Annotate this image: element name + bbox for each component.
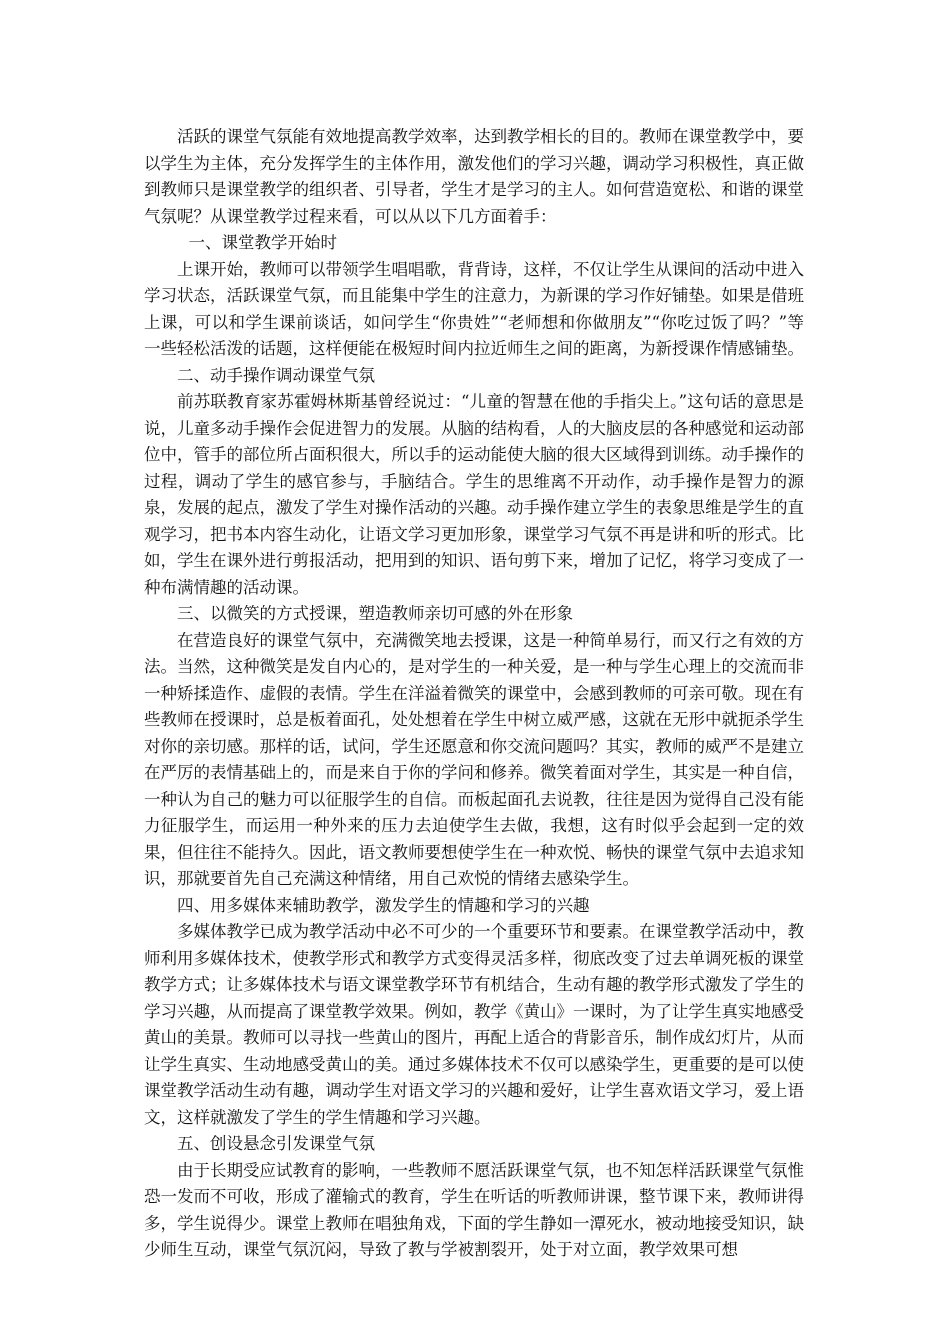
- intro-paragraph: 活跃的课堂气氛能有效地提高教学效率，达到教学相长的目的。教师在课堂教学中，要以学生为主体，充分发挥学生的主体作用，激发他们的学习兴趣，调动学习积极性，真正做到教师只是课堂教学的组织者、引导者，学生才是学习的主人。如何营造宽松、和谐的课堂气氛呢？从课堂教学过程来看，可以从以下几方面着手：: [144, 127, 804, 226]
- section-1-body: 上课开始，教师可以带领学生唱唱歌，背背诗，这样，不仅让学生从课间的活动中进入学习状态，活跃课堂气氛，而且能集中学生的注意力，为新课的学习作好铺垫。如果是借班上课，可以和学生课前谈话，如问学生“你贵姓”“老师想和你做朋友”“你吃过饭了吗？”等一些轻松活泼的话题，这样便能在极短时间内拉近师生之间的距离，为新授课作情感铺垫。: [144, 259, 804, 358]
- document-page: [144, 124, 804, 1264]
- section-5-heading: 五、创设悬念引发课堂气氛: [177, 1134, 375, 1153]
- section-2-heading: 二、动手操作调动课堂气氛: [177, 365, 375, 385]
- section-1-heading: 一、课堂教学开始时: [188, 233, 338, 252]
- section-5-body: 由于长期受应试教育的影响，一些教师不愿活跃课堂气氛，也不知怎样活跃课堂气氛惟恐一发而不可收，形成了灌输式的教育，学生在听话的听教师讲课，整节课下来，教师讲得多，学生说得少。课堂上教师在唱独角戏，下面的学生静如一潭死水，被动地接受知识，缺少师生互动，课堂气氛沉闷，导致了教与学被割裂开，处于对立面，教学效果可想: [144, 1160, 804, 1259]
- section-3-heading: 三、以微笑的方式授课，塑造教师亲切可感的外在形象: [177, 604, 573, 623]
- section-4-heading: 四、用多媒体来辅助教学，激发学生的情趣和学习的兴趣: [177, 895, 590, 915]
- section-4-body: 多媒体教学已成为教学活动中必不可少的一个重要环节和要素。在课堂教学活动中，教师利用多媒体技术，使教学形式和教学方式变得灵活多样，彻底改变了过去单调死板的课堂教学方式；让多媒体技术与语文课堂教学环节有机结合，生动有趣的教学形式激发了学生的学习兴趣，从而提高了课堂教学效果。例如，教学《黄山》一课时，为了让学生真实地感受黄山的美景。教师可以寻找一些黄山的图片，再配上适合的背影音乐，制作成幻灯片，从而让学生真实、生动地感受黄山的美。通过多媒体技术不仅可以感染学生，更重要的是可以使课堂教学活动生动有趣，调动学生对语文学习的兴趣和爱好，让学生喜欢语文学习，爱上语文，这样就激发了学生的学生情趣和学习兴趣。: [144, 922, 804, 1127]
- section-3-body: 在营造良好的课堂气氛中，充满微笑地去授课，这是一种简单易行，而又行之有效的方法。当然，这种微笑是发自内心的，是对学生的一种关爱，是一种与学生心理上的交流而非一种矫揉造作、虚假的表情。学生在洋溢着微笑的课堂中，会感到教师的可亲可敬。现在有些教师在授课时，总是板着面孔，处处想着在学生中树立威严感，这就在无形中就扼杀学生对你的亲切感。那样的话，试问，学生还愿意和你交流问题吗？其实，教师的威严不是建立在严厉的表情基础上的，而是来自于你的学问和修养。微笑着面对学生，其实是一种自信，一种认为自己的魅力可以征服学生的自信。而板起面孔去说教，往往是因为觉得自己没有能力征服学生，而运用一种外来的压力去迫使学生去做，我想，这有时似乎会起到一定的效果，但往往不能持久。因此，语文教师要想使学生在一种欢悦、畅快的课堂气氛中去追求知识，那就要首先自己充满这种情绪，用自己欢悦的情绪去感染学生。: [144, 630, 804, 888]
- section-2-body: 前苏联教育家苏霍姆林斯基曾经说过：“儿童的智慧在他的手指尖上。”这句话的意思是说，儿童多动手操作会促进智力的发展。从脑的结构看，人的大脑皮层的各种感觉和运动部位中，管手的部位所占面积很大，所以手的运动能使大脑的很大区域得到训练。动手操作的过程，调动了学生的感官参与，手脑结合。学生的思维离不开动作，动手操作是智力的源泉，发展的起点，激发了学生对操作活动的兴趣。动手操作建立学生的表象思维是学生的直观学习，把书本内容生动化，让语文学习更加形象，课堂学习气氛不再是讲和听的形式。比如，学生在课外进行剪报活动，把用到的知识、语句剪下来，增加了记忆，将学习变成了一种布满情趣的活动课。: [144, 392, 804, 597]
